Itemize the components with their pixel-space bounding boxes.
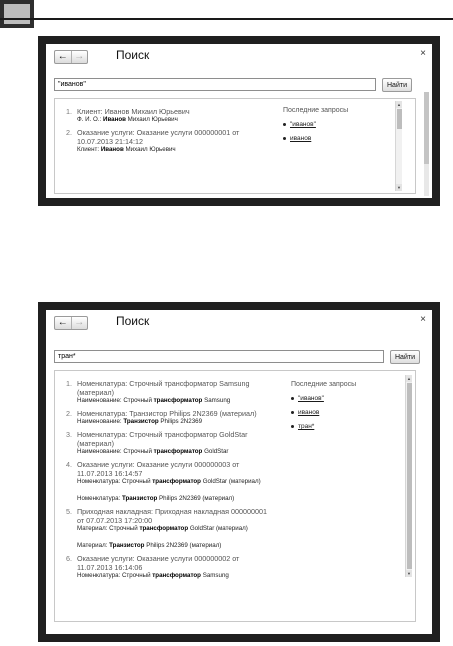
window-title: Поиск (116, 314, 150, 328)
result-item[interactable] (61, 430, 271, 456)
back-arrow-icon[interactable]: ← (55, 317, 72, 329)
result-title-link[interactable]: Клиент: Иванов Михаил Юрьевич (77, 107, 190, 116)
detail-match: трансформатор (139, 525, 189, 532)
detail-rest: Samsung (200, 572, 229, 579)
scroll-down-icon[interactable]: ▼ (397, 185, 401, 190)
result-title-link[interactable]: Оказание услуги: Оказание услуги 000000003 от 11.07.2013 16:14:57 (77, 460, 240, 478)
result-number: 1. (66, 107, 72, 116)
detail-rest: Михаил Юрьевич (123, 146, 176, 153)
detail-label: Наименование: Строчный (77, 448, 154, 455)
page-header-rule (0, 18, 453, 20)
window-title: Поиск (116, 48, 150, 62)
bullet-icon (291, 397, 294, 400)
recent-queries (291, 381, 391, 437)
detail-match: Транзистор (123, 418, 159, 425)
result-detail (77, 116, 271, 124)
results-panel (54, 98, 416, 194)
result-number: 4. (66, 460, 72, 469)
search-input[interactable] (54, 78, 376, 91)
result-detail (77, 146, 271, 154)
detail-rest: GoldStar (материал) (200, 478, 261, 485)
detail-rest: Михаил Юрьевич (125, 116, 178, 123)
recent-queries-title: Последние запросы (291, 381, 357, 388)
results-scrollbar[interactable] (405, 375, 412, 577)
back-arrow-icon[interactable]: ← (55, 51, 72, 63)
result-title-link[interactable]: Номенклатура: Строчный трансформатор Samsung (материал) (77, 379, 250, 397)
result-title-link[interactable]: Номенклатура: Транзистор Philips 2N2369 (материал) (77, 409, 257, 418)
detail-match: трансформатор (152, 572, 201, 579)
result-detail (77, 525, 271, 533)
forward-arrow-icon[interactable]: → (74, 317, 85, 328)
detail-label: Наименование: Строчный (77, 397, 154, 404)
recent-query-item[interactable] (291, 395, 391, 402)
detail-label: Материал: (77, 542, 110, 549)
scroll-up-icon[interactable]: ▲ (397, 102, 401, 107)
results-list (61, 107, 271, 158)
scroll-thumb[interactable] (397, 109, 402, 129)
nav-buttons (54, 316, 88, 330)
detail-match: Транзистор (109, 542, 145, 549)
result-title-link[interactable]: Номенклатура: Строчный трансформатор GoldStar (материал) (77, 430, 248, 448)
detail-label: Номенклатура: (77, 495, 122, 502)
recent-query-item[interactable] (291, 409, 391, 416)
detail-rest: Samsung (202, 397, 231, 404)
result-number: 5. (66, 507, 72, 516)
result-title-link[interactable]: Оказание услуги: Оказание услуги 000000002 от 11.07.2013 16:14:06 (77, 554, 240, 572)
nav-buttons (54, 50, 88, 64)
bullet-icon (291, 425, 294, 428)
search-input[interactable] (54, 350, 384, 363)
bullet-icon (283, 123, 286, 126)
recent-query-item[interactable] (291, 423, 391, 430)
detail-match: трансформатор (152, 478, 201, 485)
result-number: 2. (66, 128, 72, 137)
scroll-thumb[interactable] (407, 383, 412, 569)
detail-rest: GoldStar (202, 448, 229, 455)
detail-rest: Philips 2N2369 (материал) (144, 542, 222, 549)
result-number: 1. (66, 379, 72, 388)
recent-query-link[interactable]: "иванов" (298, 395, 324, 402)
detail-match: Иванов (100, 146, 124, 153)
result-item[interactable] (61, 107, 271, 124)
result-detail (77, 478, 271, 486)
detail-label: Номенклатура: Строчный (77, 572, 153, 579)
detail-label: Наименование: (77, 418, 124, 425)
bullet-icon (283, 137, 286, 140)
scroll-down-icon[interactable]: ▼ (407, 571, 411, 576)
result-number: 2. (66, 409, 72, 418)
result-number: 6. (66, 554, 72, 563)
scroll-up-icon[interactable]: ▲ (407, 376, 411, 381)
result-item[interactable] (61, 409, 271, 426)
detail-match: трансформатор (153, 397, 203, 404)
search-button[interactable]: Найти (382, 78, 412, 92)
recent-queries (283, 107, 383, 149)
recent-query-item[interactable] (283, 121, 383, 128)
result-number: 3. (66, 430, 72, 439)
window-scrollbar[interactable] (424, 92, 429, 196)
result-detail (77, 418, 271, 426)
search-window-1 (46, 44, 432, 198)
screenshot-2-frame (38, 302, 440, 642)
results-list (61, 379, 271, 584)
result-item[interactable] (61, 460, 271, 503)
search-window-2 (46, 310, 432, 634)
detail-match: трансформатор (153, 448, 203, 455)
results-scrollbar[interactable] (395, 101, 402, 191)
result-detail (77, 542, 271, 550)
screenshot-1-frame (38, 36, 440, 206)
detail-label: Клиент: (77, 146, 101, 153)
forward-arrow-icon[interactable]: → (74, 51, 85, 62)
recent-query-link[interactable]: "иванов" (290, 121, 316, 128)
recent-queries-title: Последние запросы (283, 107, 349, 114)
recent-queries-list (291, 395, 391, 430)
result-title-link[interactable]: Оказание услуги: Оказание услуги 000000001 от 10.07.2013 21:14:12 (77, 128, 240, 146)
detail-match: Иванов (103, 116, 126, 123)
result-title-link[interactable]: Приходная накладная: Приходная накладная 000000001 от 07.07.2013 17:20:00 (77, 507, 267, 525)
search-button[interactable]: Найти (390, 350, 420, 364)
result-item[interactable] (61, 379, 271, 405)
detail-rest: GoldStar (материал) (188, 525, 248, 532)
recent-query-item[interactable] (283, 135, 383, 142)
recent-query-link[interactable]: иванов (290, 135, 312, 142)
result-detail (77, 448, 271, 456)
close-icon[interactable]: × (420, 48, 426, 59)
window-scroll-thumb[interactable] (424, 92, 429, 164)
bullet-icon (291, 411, 294, 414)
result-detail (77, 495, 271, 503)
result-detail (77, 572, 271, 580)
page-corner-tab (0, 0, 34, 28)
detail-label: Номенклатура: Строчный (77, 478, 153, 485)
close-icon[interactable]: × (420, 314, 426, 325)
detail-rest: Philips 2N2369 (158, 418, 203, 425)
detail-label: Ф. И. О.: (77, 116, 103, 123)
result-item[interactable] (61, 554, 271, 580)
detail-label: Материал: Строчный (77, 525, 140, 532)
detail-match: Транзистор (121, 495, 158, 502)
recent-queries-list (283, 121, 383, 142)
detail-rest: Philips 2N2369 (материал) (157, 495, 235, 502)
recent-query-link[interactable]: тран* (298, 423, 315, 430)
result-detail (77, 397, 271, 405)
result-item[interactable] (61, 507, 271, 550)
results-panel (54, 370, 416, 622)
result-item[interactable] (61, 128, 271, 154)
recent-query-link[interactable]: иванов (298, 409, 320, 416)
